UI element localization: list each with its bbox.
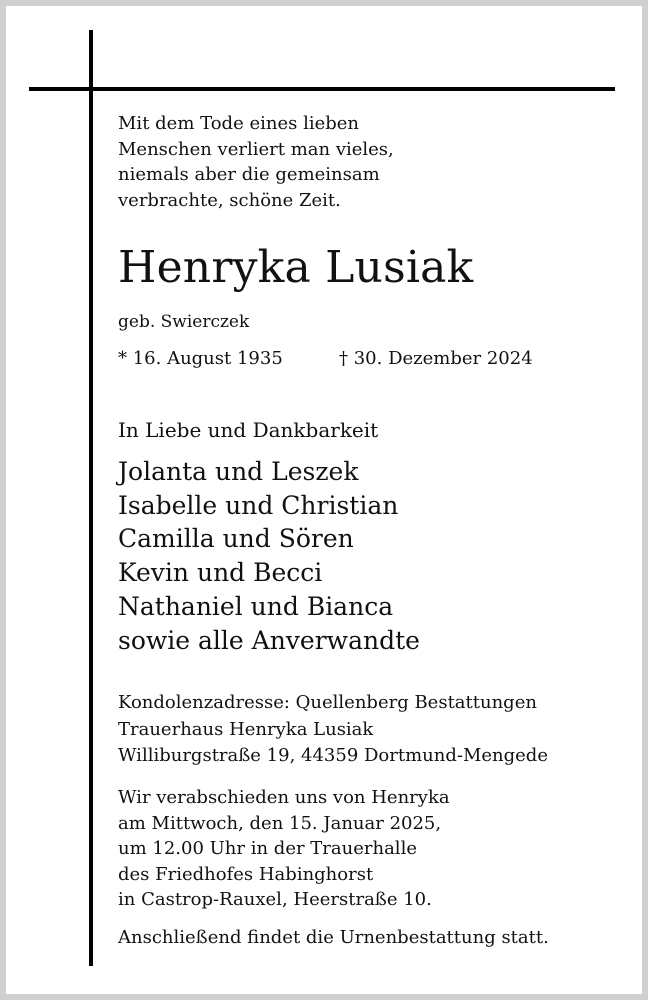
death-date: † 30. Dezember 2024: [339, 348, 533, 369]
poem-line: verbrachte, schöne Zeit.: [118, 189, 341, 211]
condolence-line: Williburgstraße 19, 44359 Dortmund-Mengede: [118, 745, 548, 766]
mourner-line: Camilla und Sören: [118, 524, 354, 554]
memorial-poem: [118, 111, 394, 213]
birth-date: * 16. August 1935: [118, 348, 283, 369]
funeral-line: um 12.00 Uhr in der Trauerhalle: [118, 838, 417, 859]
funeral-line: Wir verabschieden uns von Henryka: [118, 787, 450, 808]
funeral-line: in Castrop-Rauxel, Heerstraße 10.: [118, 889, 432, 910]
poem-line: Menschen verliert man vieles,: [118, 138, 394, 160]
mourner-line: Isabelle und Christian: [118, 490, 399, 520]
mourner-line: sowie alle Anverwandte: [118, 625, 420, 655]
funeral-line: am Mittwoch, den 15. Januar 2025,: [118, 812, 442, 834]
condolence-address: [118, 690, 548, 770]
cross-horizontal-bar: [29, 87, 615, 91]
birth-name: geb. Swierczek: [118, 312, 250, 332]
closing-note: Anschließend findet die Urnenbestattung statt.: [118, 927, 549, 948]
funeral-line: des Friedhofes Habinghorst: [118, 863, 374, 885]
mourner-line: Kevin und Becci: [118, 558, 323, 588]
funeral-details: [118, 785, 450, 913]
condolence-line: Trauerhaus Henryka Lusiak: [118, 718, 374, 740]
mourner-line: Nathaniel und Bianca: [118, 591, 394, 621]
condolence-line: Kondolenzadresse: Quellenberg Bestattungen: [118, 692, 537, 713]
cross-vertical-bar: [89, 30, 93, 966]
mourners-list: [118, 455, 420, 657]
dedication: In Liebe und Dankbarkeit: [118, 418, 379, 442]
poem-line: niemals aber die gemeinsam: [118, 164, 380, 185]
poem-line: Mit dem Tode eines lieben: [118, 113, 359, 134]
deceased-name: Henryka Lusiak: [118, 242, 474, 293]
mourner-line: Jolanta und Leszek: [118, 457, 359, 486]
